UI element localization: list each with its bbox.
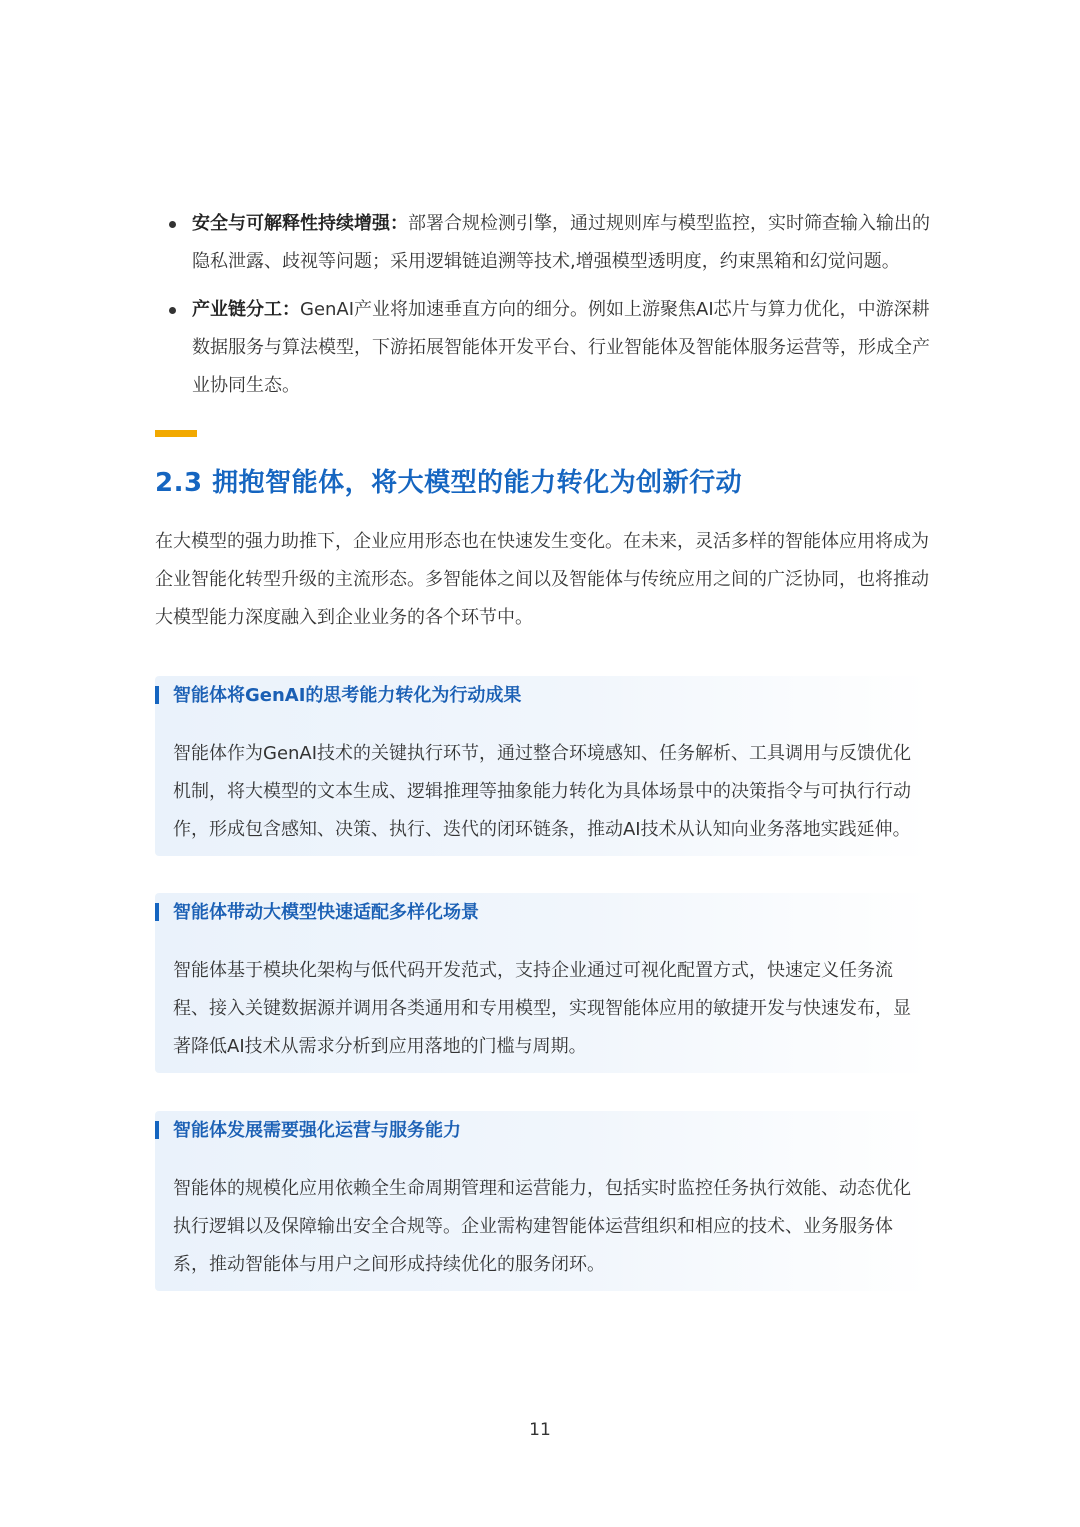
card-marker <box>155 1121 159 1139</box>
bullet-dot-icon <box>169 221 176 228</box>
section-title: 2.3 拥抱智能体，将大模型的能力转化为创新行动 <box>155 468 743 498</box>
card-title: 智能体发展需要强化运营与服务能力 <box>173 1120 461 1141</box>
card-body: 智能体基于模块化架构与低代码开发范式，支持企业通过可视化配置方式，快速定义任务流程、接入关键数据源并调用各类通用和专用模型，实现智能体应用的敏捷开发与快速发布，显著降低AI技术从需求分析到应用落地的门槛与周期。 <box>173 960 911 1057</box>
card-body: 智能体的规模化应用依赖全生命周期管理和运营能力，包括实时监控任务执行效能、动态优化执行逻辑以及保障输出安全合规等。企业需构建智能体运营组织和相应的技术、业务服务体系，推动智能体与用户之间形成持续优化的服务闭环。 <box>173 1178 911 1275</box>
bullet-item-industry-chain <box>165 291 935 405</box>
page-number: 11 <box>529 1420 551 1440</box>
bullet-lead: 安全与可解释性持续增强： <box>192 213 408 234</box>
card-title: 智能体带动大模型快速适配多样化场景 <box>173 902 479 923</box>
bullet-item-security <box>165 205 935 281</box>
card-body: 智能体作为GenAI技术的关键执行环节，通过整合环境感知、任务解析、工具调用与反馈优化机制，将大模型的文本生成、逻辑推理等抽象能力转化为具体场景中的决策指令与可执行行动作，形成包含感知、决策、执行、迭代的闭环链条，推动AI技术从认知向业务落地实践延伸。 <box>173 743 912 840</box>
card-marker <box>155 686 159 704</box>
bullet-text: GenAI产业将加速垂直方向的细分。例如上游聚焦AI芯片与算力优化，中游深耕数据服务与算法模型，下游拓展智能体开发平台、行业智能体及智能体服务运营等，形成全产业协同生态。 <box>192 299 930 396</box>
bullet-text: 部署合规检测引擎，通过规则库与模型监控，实时筛查输入输出的隐私泄露、歧视等问题；采用逻辑链追溯等技术,增强模型透明度，约束黑箱和幻觉问题。 <box>192 213 930 272</box>
bullet-lead: 产业链分工： <box>192 299 300 320</box>
section-accent-bar <box>155 430 197 437</box>
info-card-thinking-to-action <box>155 676 930 856</box>
bullet-list <box>165 205 935 415</box>
card-marker <box>155 903 159 921</box>
info-card-operations <box>155 1111 930 1291</box>
info-card-scenario-adaptation <box>155 893 930 1073</box>
section-intro: 在大模型的强力助推下，企业应用形态也在快速发生变化。在未来，灵活多样的智能体应用将成为企业智能化转型升级的主流形态。多智能体之间以及智能体与传统应用之间的广泛协同，也将推动大模型能力深度融入到企业业务的各个环节中。 <box>155 531 929 628</box>
card-title: 智能体将GenAI的思考能力转化为行动成果 <box>173 685 522 706</box>
bullet-dot-icon <box>169 307 176 314</box>
